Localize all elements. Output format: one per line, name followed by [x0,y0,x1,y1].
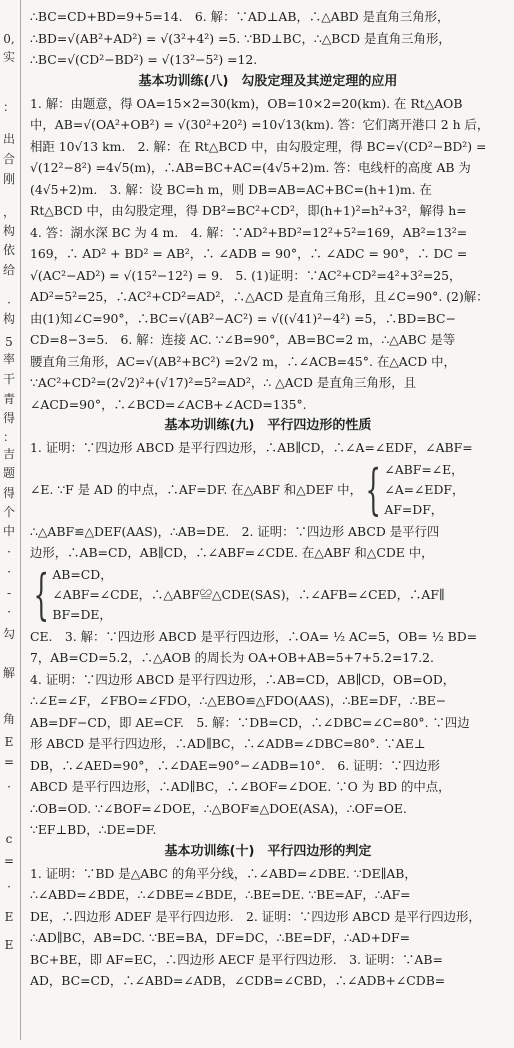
margin-fragment: 题 [2,466,15,480]
margin-fragment: 构 [2,312,15,326]
system-row: AB=CD， [52,566,113,582]
text-line: √(AC²−AD²) = √(15²−12²) = 9. 5. (1)证明：∵AC²+CD²=4²+3²=25， [30,267,462,283]
text-line: 4. 答：湖水深 BC 为 4 m. 4. 解：∵AD²+BD²=12²+5²=169，AB²=13²= [30,224,468,240]
margin-fragment: E [4,735,14,749]
text-line: 形 ABCD 是平行四边形，∴AD∥BC，∴∠ADB=∠DBC=80°. ∵AE⊥ [30,736,426,751]
margin-fragment: ， [2,205,15,219]
equation-system [30,564,506,626]
section-9-body [30,437,506,841]
system-rows [384,460,464,520]
text-line: 由(1)知∠C=90°，∴BC=√(AB²−AC²) = √((√41)²−4²) =5，∴BD=BC− [30,310,456,326]
text-line: ∠ACD=90°，∴∠BCD=∠ACB+∠ACD=135°. [30,396,307,412]
margin-fragment: 刚 [2,172,15,186]
margin-fragment: 实 [2,50,15,64]
text-line: 1. 证明：∵四边形 ABCD 是平行四边形，∴AB∥CD，∴∠A=∠EDF，∠ABF= [30,440,473,455]
left-margin-strip [0,0,21,1040]
text-line: ABCD 是平行四边形，∴AD∥BC，∴∠BOF=∠DOE. ∵O 为 BD 的中点， [30,779,451,794]
text-line: DB，∴∠AED=90°，∴∠DAE=90°−∠ADB=10°. 6. 证明：∵四边形 [30,757,440,773]
margin-fragment: c [5,832,13,846]
margin-fragment: 得 [2,411,15,425]
text-line: 相距 10√13 km. 2. 解：在 Rt△BCD 中，由勾股定理，得 BC=√(CD²−BD²) = [30,138,487,154]
margin-fragment: 0, [3,32,15,46]
text-line: ∴OB=OD. ∵∠BOF=∠DOE，∴△BOF≌△DOE(ASA)，∴OF=OE. [30,800,407,816]
text-line: 1. 解：由题意，得 OA=15×2=30(km)，OB=10×2=20(km). 在 Rt△AOB [30,95,463,111]
section-heading-10: 基本功训练(十) 平行四边形的判定 [164,843,372,859]
text-line: BC+BE，即 AF=EC，∴四边形 AECF 是平行四边形. 3. 证明：∵AB= [30,951,443,967]
text-line: ∵EF⊥BD，∴DE=DF. [30,822,157,837]
text-line: ∴BD=√(AB²+AD²) = √(3²+4²) =5. ∵BD⊥BC，∴△BCD 是直角三角形， [30,30,451,46]
margin-fragment: 干 [2,372,15,386]
section-heading-9: 基本功训练(九) 平行四边形的性质 [164,418,372,433]
bottom-whitespace [30,992,506,1032]
system-row: BF=DE， [52,606,112,622]
left-brace: { [365,457,381,521]
text-line: AD²=5²=25，∴AC²+CD²=AD²，∴△ACD 是直角三角形，且∠C=90°. (2)解： [30,289,489,304]
margin-fragment: 个 [2,505,15,519]
text-line: DE，∴四边形 ADEF 是平行四边形. 2. 证明：∵四边形 ABCD 是平行四边形， [30,908,481,924]
margin-fragment: 出 [2,132,15,146]
margin-fragment: 中 [2,524,15,538]
text-line: 1. 证明：∵BD 是△ABC 的角平分线，∴∠ABD=∠DBE. ∵DE∥AB， [30,865,417,881]
margin-fragment: 给 [2,263,15,277]
system-rows [52,565,444,625]
margin-fragment: · [7,565,11,579]
margin-fragment: 角 [2,712,15,726]
margin-fragment: = [3,854,15,868]
text-line: 边形，∴AB=CD，AB∥CD，∴∠ABF=∠CDE. 在△ABF 和△CDE 中， [30,545,434,560]
margin-fragment: 合 [2,152,15,166]
text-line: 中，AB=√(OA²+OB²) = √(30²+20²) =10√13(km). 答：它们离开港口 2 h 后， [30,117,490,132]
system-row: ∠ABF=∠CDE，∴△ABF≌△CDE(SAS)，∴∠AFB=∠CED，∴AF∥ [52,586,445,602]
margin-fragment: · [7,605,11,619]
margin-fragment: E [4,938,14,952]
text-line: ∴△ABF≌△DEF(AAS)，∴AB=DE. 2. 证明：∵四边形 ABCD 是平行四 [30,523,440,539]
section-heading-8: 基本功训练(八) 勾股定理及其逆定理的应用 [138,73,398,89]
margin-fragment: 得 [2,486,15,500]
equation-system [30,459,506,521]
margin-fragment: 5 [5,335,13,349]
margin-fragment: ： [2,430,15,444]
margin-fragment: · [7,780,11,794]
margin-fragment: · [7,880,11,894]
text-line: ∵AC²+CD²=(2√2)²+(√17)²=5²=AD²，∴ △ACD 是直角三角形，且 [30,375,417,390]
section-10-body [30,863,506,992]
margin-fragment: = [3,755,15,769]
margin-fragment: 率 [2,352,15,366]
margin-fragment: 构 [2,224,15,238]
text-line: 7，AB=CD=5.2，∴△AOB 的周长为 OA+OB+AB=5+7+5.2=17.2. [30,650,434,665]
answer-block-continuation [30,6,506,71]
margin-fragment: 青 [2,392,15,406]
text-line: CD=8−3=5. 6. 解：连接 AC. ∵∠B=90°，AB=BC=2 m，∴△ABC 是等 [30,332,456,347]
text-line: Rt△BCD 中，由勾股定理，得 DB²=BC²+CD²，即(h+1)²=h²+3²，解得 h= [30,203,467,218]
text-line: √(12²−8²) =4√5(m)，∴AB=BC+AC=(4√5+2)m. 答：电线杆的高度 AB 为 [30,160,471,175]
text-line: ∴BC=√(CD²−BD²) = √(13²−5²) =12. [30,52,258,67]
text-line: AD，BC=CD，∴∠ABD=∠ADB，∠CDB=∠CBD，∴∠ADB+∠CDB= [30,973,446,988]
margin-fragment: · [7,545,11,559]
text-line: 腰直角三角形，AC=√(AB²+BC²) =2√2 m，∴∠ACB=45°. 在△ACD 中， [30,353,456,369]
text-line: ∴BC=CD+BD=9+5=14. 6. 解：∵AD⊥AB，∴△ABD 是直角三角形， [30,9,450,24]
text-line: (4√5+2)m. 3. 解：设 BC=h m，则 DB=AB=AC+BC=(h+1)m. 在 [30,181,432,197]
margin-fragment: 勾 [2,627,15,641]
text-line: ∴AD∥BC，AB=DC. ∵BE=BA，DF=DC，∴BE=DF，∴AD+DF= [30,930,410,945]
margin-fragment: E [4,910,14,924]
margin-fragment: · [7,296,11,310]
answer-page [30,6,506,1032]
margin-fragment: 依 [2,243,15,257]
text-line: CE. 3. 解：∵四边形 ABCD 是平行四边形，∴OA= ½ AC=5，OB= ½ BD= [30,628,478,644]
system-row: ∠A=∠EDF， [384,481,465,497]
text-line: ∴∠ABD=∠BDE，∴∠DBE=∠BDE，∴BE=DE. ∵BE=AF，∴AF= [30,887,411,902]
system-row: ∠ABF=∠E， [384,461,464,477]
margin-fragment: 解 [2,666,15,680]
margin-fragment: - [6,586,12,600]
text-line: 169，∴ AD² + BD² = AB²，∴ ∠ADB = 90°，∴ ∠ADC = 90°，∴ DC = [30,246,468,261]
margin-fragment: ： [2,100,15,114]
text-line: AB=DF−CD，即 AE=CF. 5. 解：∵DB=CD，∴∠DBC=∠C=80°. ∵四边 [30,714,470,730]
left-brace: { [33,562,49,626]
text-line: ∴∠E=∠F，∠FBO=∠FDO，∴△EBO≌△FDO(AAS)，∴BE=DF，∴BE− [30,693,447,708]
text-line: 4. 证明：∵四边形 ABCD 是平行四边形，∴AB=CD，AB∥CD，OB=OD， [30,671,456,687]
margin-fragment: 吉 [2,447,15,461]
system-lead-text: ∠E. ∵F 是 AD 的中点，∴AF=DF. 在△ABF 和△DEF 中， [30,481,362,497]
system-row: AF=DF， [384,501,444,517]
section-8-body [30,93,506,416]
